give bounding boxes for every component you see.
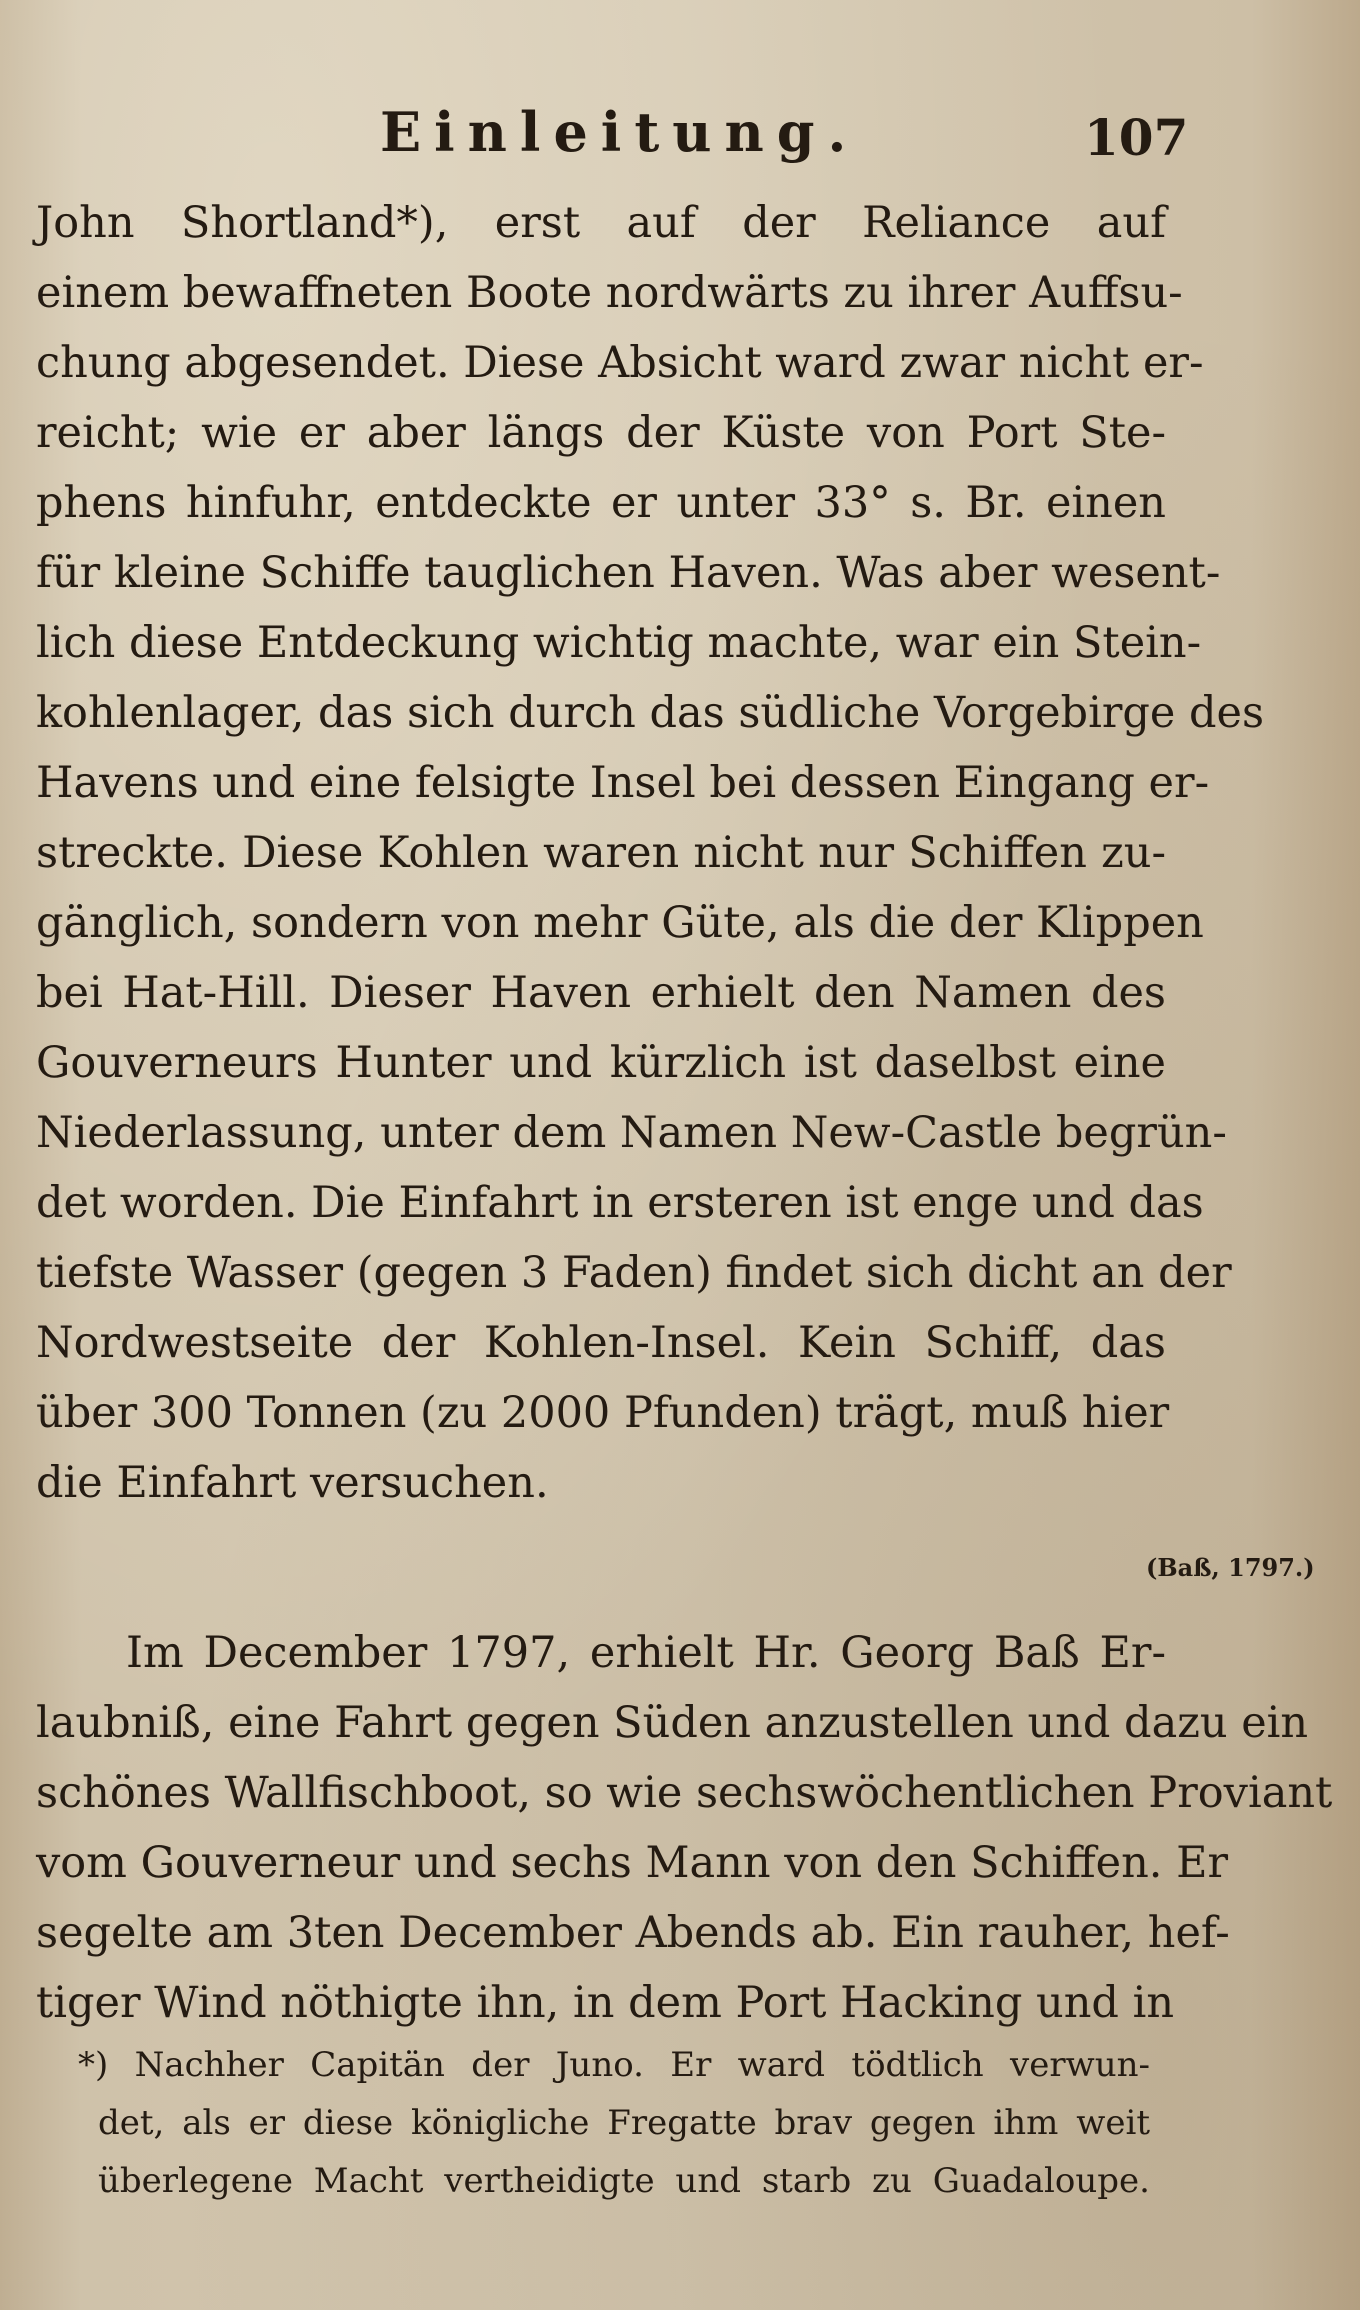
page-number: 107 [1084,108,1189,167]
text-line: laubniß, eine Fahrt gegen Süden anzustellen und dazu ein [36,1698,1309,1748]
text-line: Niederlassung, unter dem Namen New-Castle begrün- [36,1108,1227,1158]
text-line: vom Gouverneur und sechs Mann von den Schiffen. Er [36,1838,1229,1888]
text-line: det worden. Die Einfahrt in ersteren ist enge und das [36,1178,1204,1228]
text-line: einem bewaffneten Boote nordwärts zu ihrer Auffsu- [36,268,1183,318]
text-line: Havens und eine felsigte Insel bei dessen Eingang er- [36,758,1210,808]
text-line: schönes Wallfischboot, so wie sechswöchentlichen Proviant [36,1768,1333,1818]
text-line: Nordwestseite der Kohlen-Insel. Kein Schiff, das [36,1318,1166,1368]
text-line: John Shortland*), erst auf der Reliance auf [36,198,1166,248]
text-line: tiefste Wasser (gegen 3 Faden) findet sich dicht an der [36,1248,1232,1298]
margin-note: (Baß, 1797.) [1146,1553,1315,1582]
text-line: die Einfahrt versuchen. [36,1458,549,1508]
text-line: für kleine Schiffe tauglichen Haven. Was aber wesent- [36,548,1221,598]
text-line: reicht; wie er aber längs der Küste von Port Ste- [36,408,1166,458]
text-line: Gouverneurs Hunter und kürzlich ist daselbst eine [36,1038,1166,1088]
footnote-line: überlegene Macht vertheidigte und starb zu Guadaloupe. [98,2161,1150,2201]
paragraph-gap [36,1518,1166,1618]
text-line: kohlenlager, das sich durch das südliche Vorgebirge des [36,688,1265,738]
text-line: segelte am 3ten December Abends ab. Ein rauher, hef- [36,1908,1230,1958]
footnote-line: *) Nachher Capitän der Juno. Er ward tödtlich verwun- [78,2045,1150,2085]
paragraph-1 [36,188,1265,1518]
text-line: tiger Wind nöthigte ihn, in dem Port Hacking und in [36,1978,1175,2028]
text-line: chung abgesendet. Diese Absicht ward zwar nicht er- [36,338,1204,388]
text-line: streckte. Diese Kohlen waren nicht nur Schiffen zu- [36,828,1166,878]
text-line: über 300 Tonnen (zu 2000 Pfunden) trägt, muß hier [36,1388,1170,1438]
footnote [70,2036,1150,2210]
text-line: lich diese Entdeckung wichtig machte, war ein Stein- [36,618,1202,668]
footnote-line: det, als er diese königliche Fregatte brav gegen ihm weit [98,2103,1150,2143]
text-line: phens hinfuhr, entdeckte er unter 33° s. Br. einen [36,478,1166,528]
text-line: Im December 1797, erhielt Hr. Georg Baß Er- [126,1628,1166,1678]
paragraph-2 [36,1618,1333,2038]
running-head [0,100,1360,180]
running-head-title: Einleitung. [380,100,860,164]
text-line: bei Hat-Hill. Dieser Haven erhielt den Namen des [36,968,1166,1018]
text-line: gänglich, sondern von mehr Güte, als die der Klippen [36,898,1204,948]
